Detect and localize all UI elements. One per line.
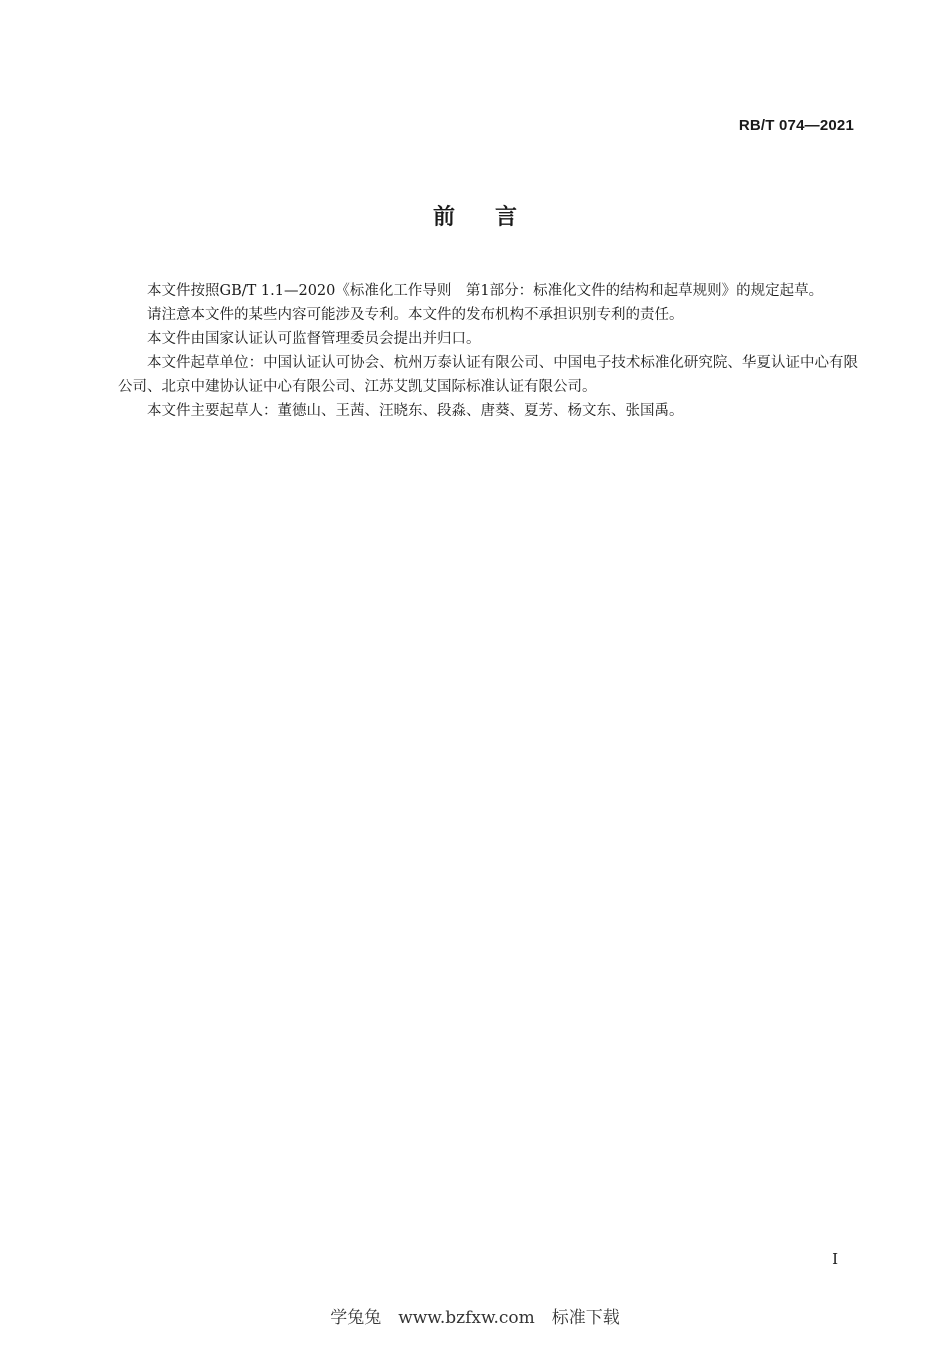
paragraph-patent-notice: 请注意本文件的某些内容可能涉及专利。本文件的发布机构不承担识别专利的责任。 bbox=[147, 307, 684, 323]
foreword-body bbox=[118, 279, 858, 423]
footer-watermark: 学兔兔 www.bzfxw.com 标准下载 bbox=[330, 1308, 620, 1328]
page-title: 前言 bbox=[432, 205, 557, 230]
paragraph-drafting-units: 本文件起草单位：中国认证认可协会、杭州万泰认证有限公司、中国电子技术标准化研究院、华夏认证中心有限公司、北京中建协认证中心有限公司、江苏艾凯艾国际标准认证有限公司。 bbox=[118, 355, 858, 395]
paragraph-drafting-rules: 本文件按照GB/T 1.1—2020《标准化工作导则 第1部分：标准化文件的结构和起草规则》的规定起草。 bbox=[147, 283, 824, 299]
paragraph-proposer: 本文件由国家认证认可监督管理委员会提出并归口。 bbox=[147, 331, 481, 347]
page-number: I bbox=[832, 1250, 838, 1268]
paragraph-drafters: 本文件主要起草人：董德山、王茜、汪晓东、段淼、唐葵、夏芳、杨文东、张国禹。 bbox=[147, 403, 684, 419]
standard-code: RB/T 074—2021 bbox=[738, 117, 854, 134]
